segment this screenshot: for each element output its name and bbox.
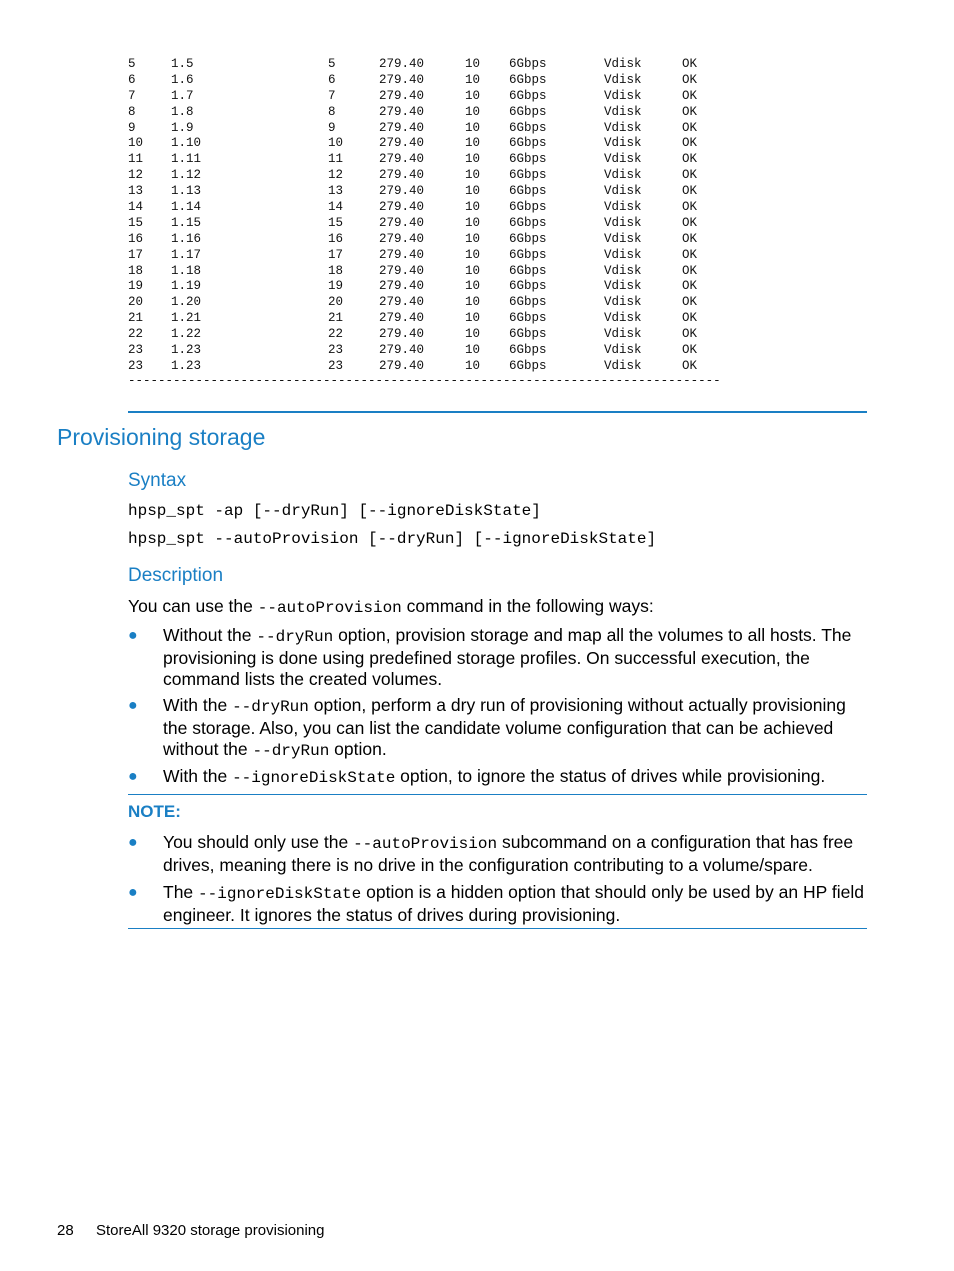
bullet-code: --dryRun (232, 698, 309, 716)
table-cell: 279.40 (379, 311, 425, 326)
table-cell: 17 (128, 247, 144, 262)
table-cell: Vdisk (604, 311, 642, 326)
table-cell: Vdisk (604, 279, 642, 294)
table-cell: 6Gbps (509, 136, 547, 151)
table-row (128, 359, 828, 375)
table-cell: 279.40 (379, 279, 425, 294)
table-cell: 10 (465, 247, 481, 262)
table-cell: OK (682, 279, 698, 294)
table-cell: OK (682, 327, 698, 342)
table-cell: 14 (128, 200, 144, 215)
table-cell: 10 (465, 295, 481, 310)
table-cell: OK (682, 200, 698, 215)
table-cell: 8 (128, 104, 136, 119)
note-top-rule (128, 794, 867, 795)
table-cell: 6Gbps (509, 88, 547, 103)
table-row (128, 248, 828, 264)
table-cell: 10 (465, 231, 481, 246)
table-cell: 279.40 (379, 215, 425, 230)
bullet-icon: ● (128, 697, 138, 714)
table-row (128, 327, 828, 343)
description-heading: Description (128, 565, 224, 586)
table-cell: 13 (128, 184, 144, 199)
table-cell: Vdisk (604, 327, 642, 342)
table-cell: Vdisk (604, 295, 642, 310)
table-row (128, 105, 828, 121)
table-cell: Vdisk (604, 343, 642, 358)
bullet-icon: ● (128, 768, 138, 785)
table-cell: 19 (128, 279, 144, 294)
description-intro (128, 596, 868, 619)
table-cell: 279.40 (379, 168, 425, 183)
table-cell: 5 (128, 57, 136, 71)
table-cell: 279.40 (379, 152, 425, 167)
table-cell: 7 (328, 88, 336, 103)
table-row (128, 89, 828, 105)
table-cell: 10 (465, 184, 481, 199)
table-cell: 10 (465, 279, 481, 294)
table-cell: 279.40 (379, 200, 425, 215)
table-cell: 1.12 (171, 168, 202, 183)
table-cell: 23 (328, 343, 344, 358)
table-cell: 1.21 (171, 311, 202, 326)
table-cell: 9 (128, 120, 136, 135)
table-cell: 7 (128, 88, 136, 103)
bullet-text: The (163, 882, 199, 902)
table-cell: Vdisk (604, 168, 642, 183)
table-cell: 10 (465, 343, 481, 358)
table-cell: OK (682, 88, 698, 103)
table-cell: 10 (328, 136, 344, 151)
table-cell: OK (682, 168, 698, 183)
table-cell: 10 (465, 327, 481, 342)
table-cell: 12 (328, 168, 344, 183)
table-cell: 279.40 (379, 88, 425, 103)
table-cell: 6Gbps (509, 279, 547, 294)
page-number: 28 (57, 1222, 74, 1239)
table-cell: Vdisk (604, 184, 642, 199)
table-cell: 279.40 (379, 263, 425, 278)
table-cell: 10 (465, 120, 481, 135)
table-cell: OK (682, 215, 698, 230)
table-cell: 1.9 (171, 120, 194, 135)
table-cell: 6Gbps (509, 72, 547, 87)
syntax-line-2: hpsp_spt --autoProvision [--dryRun] [--ignoreDiskState] (128, 530, 657, 548)
table-cell: 1.23 (171, 343, 202, 358)
table-row (128, 168, 828, 184)
table-cell: 10 (465, 57, 481, 71)
table-cell: 6Gbps (509, 263, 547, 278)
table-cell: 1.17 (171, 247, 202, 262)
table-cell: 279.40 (379, 343, 425, 358)
section-title: Provisioning storage (57, 424, 266, 450)
table-cell: OK (682, 152, 698, 167)
table-cell: 1.18 (171, 263, 202, 278)
table-cell: 13 (328, 184, 344, 199)
table-cell: 21 (128, 311, 144, 326)
table-cell: OK (682, 104, 698, 119)
table-cell: 1.5 (171, 57, 194, 71)
table-cell: 1.13 (171, 184, 202, 199)
table-cell: Vdisk (604, 120, 642, 135)
table-cell: 10 (465, 311, 481, 326)
table-cell: 6 (128, 72, 136, 87)
table-cell: 1.19 (171, 279, 202, 294)
table-cell: 11 (328, 152, 344, 167)
bullet-code: --dryRun (252, 742, 330, 760)
table-cell: Vdisk (604, 215, 642, 230)
bullet-text: option. (329, 739, 387, 759)
bullet-code: --autoProvision (353, 835, 498, 853)
table-cell: 15 (328, 215, 344, 230)
table-cell: 10 (465, 72, 481, 87)
bullet-text: option, provision storage and map all the volumes to all hosts. The provisioning is done using predefined storage profiles. On successful execution, the command lists the created volumes. (163, 625, 852, 689)
table-cell: 18 (128, 263, 144, 278)
table-cell: 10 (465, 263, 481, 278)
table-cell: 19 (328, 279, 344, 294)
table-cell: 279.40 (379, 295, 425, 310)
table-cell: 6Gbps (509, 358, 547, 373)
table-cell: 14 (328, 200, 344, 215)
table-row (128, 264, 828, 280)
table-cell: 6Gbps (509, 57, 547, 71)
table-row (128, 295, 828, 311)
table-cell: 11 (128, 152, 144, 167)
table-cell: 1.10 (171, 136, 202, 151)
table-cell: 10 (465, 168, 481, 183)
table-cell: 279.40 (379, 120, 425, 135)
table-cell: OK (682, 72, 698, 87)
table-cell: 10 (465, 88, 481, 103)
table-cell: 279.40 (379, 57, 425, 71)
table-cell: 10 (465, 136, 481, 151)
table-cell: 23 (328, 358, 344, 373)
table-cell: 1.15 (171, 215, 202, 230)
bullet-code: --ignoreDiskState (198, 885, 362, 903)
table-row (128, 279, 828, 295)
table-cell: 1.16 (171, 231, 202, 246)
table-cell: 1.7 (171, 88, 194, 103)
table-cell: 279.40 (379, 327, 425, 342)
bullet-icon: ● (128, 884, 138, 901)
table-cell: 1.8 (171, 104, 194, 119)
table-cell: 20 (328, 295, 344, 310)
table-cell: 6Gbps (509, 120, 547, 135)
table-cell: OK (682, 263, 698, 278)
table-cell: Vdisk (604, 247, 642, 262)
table-cell: Vdisk (604, 358, 642, 373)
table-cell: 279.40 (379, 72, 425, 87)
table-cell: 279.40 (379, 184, 425, 199)
table-cell: 1.11 (171, 152, 202, 167)
table-cell: Vdisk (604, 263, 642, 278)
table-row (128, 121, 828, 137)
bullet-text: With the (163, 766, 233, 786)
table-cell: OK (682, 343, 698, 358)
bullet-text: With the (163, 695, 233, 715)
table-cell: 279.40 (379, 247, 425, 262)
table-cell: 6Gbps (509, 215, 547, 230)
table-cell: 22 (328, 327, 344, 342)
table-cell: Vdisk (604, 88, 642, 103)
table-cell: Vdisk (604, 231, 642, 246)
bullet-text: You should only use the (163, 832, 354, 852)
note-label: NOTE: (128, 802, 181, 821)
table-cell: 16 (128, 231, 144, 246)
table-cell: 9 (328, 120, 336, 135)
table-cell: OK (682, 184, 698, 199)
table-row (128, 136, 828, 152)
table-cell: 1.23 (171, 358, 202, 373)
table-cell: 279.40 (379, 104, 425, 119)
table-cell: Vdisk (604, 72, 642, 87)
table-cell: 6Gbps (509, 184, 547, 199)
table-cell: OK (682, 120, 698, 135)
table-row (128, 232, 828, 248)
table-cell: OK (682, 57, 698, 71)
table-row (128, 73, 828, 89)
table-cell: 6Gbps (509, 247, 547, 262)
table-cell: Vdisk (604, 104, 642, 119)
table-cell: 17 (328, 247, 344, 262)
table-cell: 18 (328, 263, 344, 278)
table-row (128, 200, 828, 216)
table-cell: 1.22 (171, 327, 202, 342)
intro-text-before: You can use the (128, 596, 258, 616)
table-cell: 15 (128, 215, 144, 230)
table-cell: OK (682, 231, 698, 246)
table-cell: OK (682, 311, 698, 326)
table-row (128, 152, 828, 168)
table-cell: 10 (128, 136, 144, 151)
table-cell: 6Gbps (509, 295, 547, 310)
bullet-text: option, to ignore the status of drives while provisioning. (395, 766, 826, 786)
table-cell: 21 (328, 311, 344, 326)
table-cell: 10 (465, 200, 481, 215)
table-cell: Vdisk (604, 152, 642, 167)
intro-code: --autoProvision (257, 599, 402, 617)
bullet-icon: ● (128, 834, 138, 851)
table-cell: 6Gbps (509, 200, 547, 215)
table-cell: OK (682, 136, 698, 151)
bullet-text: option is a hidden option that should only be used by an HP field engineer. It ignores the status of drives during provisioning. (163, 882, 864, 925)
table-cell: 6Gbps (509, 311, 547, 326)
table-cell: 6Gbps (509, 231, 547, 246)
table-cell: OK (682, 295, 698, 310)
table-row (128, 184, 828, 200)
bullet-text: subcommand on a configuration that has free drives, meaning there is no drive in the configuration contributing to a volume/spare. (163, 832, 854, 875)
table-cell: 23 (128, 358, 144, 373)
bullet-text: option, perform a dry run of provisioning without actually provisioning the storage. Also, you can list the candidate volume configuration that can be achieved without the (163, 695, 846, 759)
footer-title: StoreAll 9320 storage provisioning (96, 1222, 325, 1239)
bullet-code: --ignoreDiskState (232, 769, 396, 787)
table-cell: 6 (328, 72, 336, 87)
table-row (128, 343, 828, 359)
table-cell: 10 (465, 358, 481, 373)
table-cell: 10 (465, 152, 481, 167)
table-cell: 8 (328, 104, 336, 119)
syntax-line-1: hpsp_spt -ap [--dryRun] [--ignoreDiskState] (128, 502, 541, 520)
table-row (128, 311, 828, 327)
table-cell: 6Gbps (509, 343, 547, 358)
table-cell: 1.14 (171, 200, 202, 215)
table-cell: 10 (465, 104, 481, 119)
table-cell: 279.40 (379, 358, 425, 373)
table-cell: 6Gbps (509, 104, 547, 119)
table-row (128, 57, 828, 73)
table-cell: 22 (128, 327, 144, 342)
table-row (128, 216, 828, 232)
syntax-heading: Syntax (128, 470, 187, 491)
table-cell: Vdisk (604, 136, 642, 151)
table-cell: 6Gbps (509, 168, 547, 183)
table-bottom-rule: ------------------------------------------------------------------------------- (128, 374, 721, 388)
bullet-text: Without the (163, 625, 257, 645)
table-cell: 1.6 (171, 72, 194, 87)
table-cell: Vdisk (604, 200, 642, 215)
table-cell: 20 (128, 295, 144, 310)
table-cell: 5 (328, 57, 336, 71)
table-cell: 1.20 (171, 295, 202, 310)
table-cell: 279.40 (379, 231, 425, 246)
table-cell: 279.40 (379, 136, 425, 151)
drive-status-table (128, 57, 828, 375)
table-cell: 10 (465, 215, 481, 230)
section-divider (128, 411, 867, 413)
table-cell: 12 (128, 168, 144, 183)
bullet-code: --dryRun (256, 628, 334, 646)
intro-text-after: command in the following ways: (401, 596, 654, 616)
bullet-icon: ● (128, 627, 138, 644)
note-bottom-rule (128, 928, 867, 929)
table-cell: Vdisk (604, 57, 642, 71)
table-cell: OK (682, 247, 698, 262)
table-cell: 16 (328, 231, 344, 246)
table-cell: 6Gbps (509, 152, 547, 167)
table-cell: 6Gbps (509, 327, 547, 342)
table-cell: 23 (128, 343, 144, 358)
table-cell: OK (682, 358, 698, 373)
